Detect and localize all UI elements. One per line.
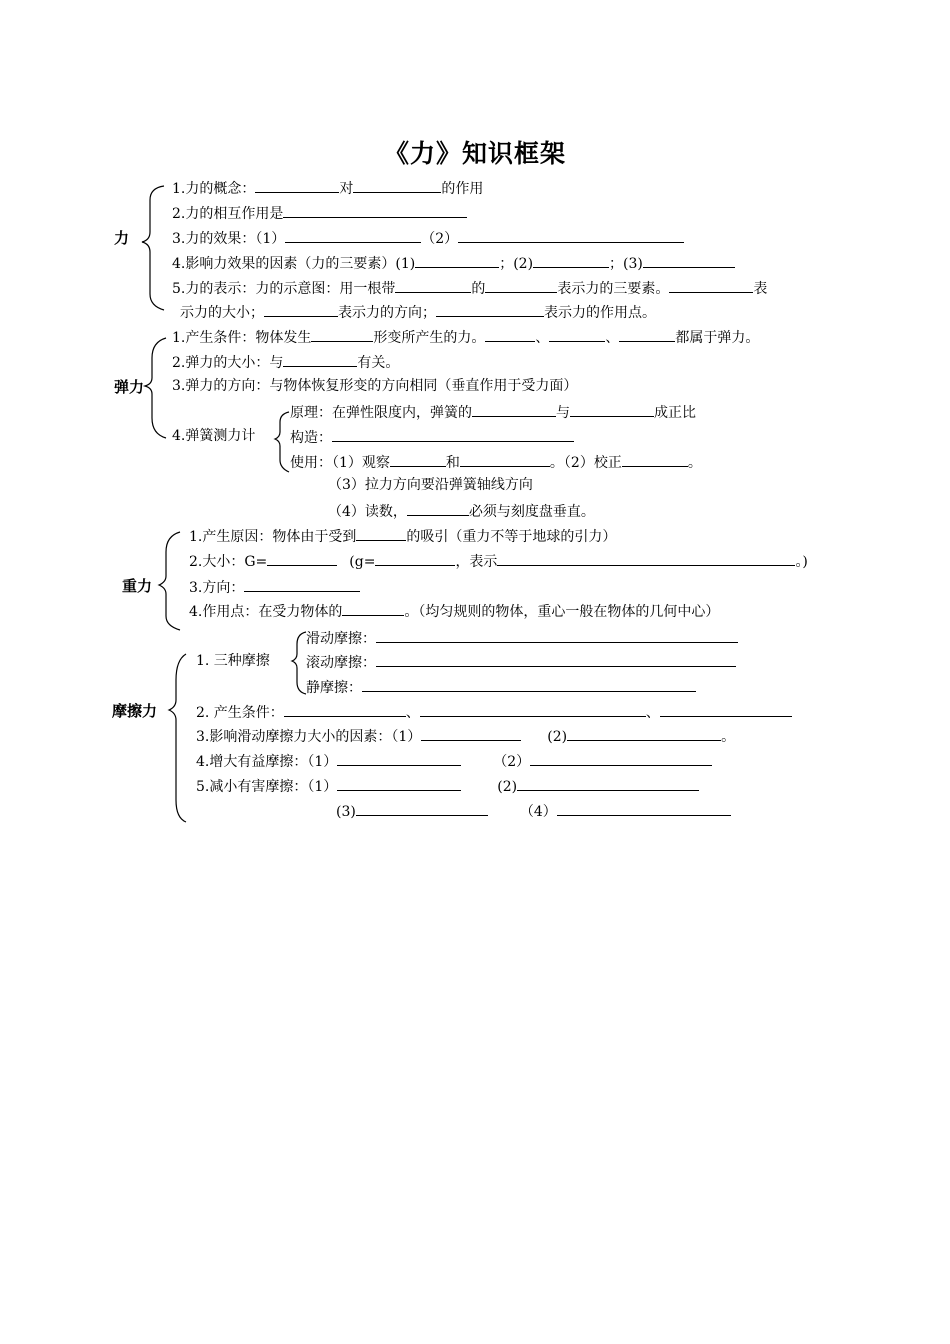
blank[interactable] <box>264 301 338 317</box>
blank[interactable] <box>332 426 574 442</box>
section-label-tanli: 弹力 <box>114 378 145 396</box>
spring-usage-4: （4）读数， 必须与刻度盘垂直。 <box>328 500 595 522</box>
blank[interactable] <box>570 401 654 417</box>
blank[interactable] <box>458 227 684 243</box>
blank[interactable] <box>415 252 499 268</box>
mocali-line-5: 5.减小有害摩擦：（1） (2) <box>196 775 699 797</box>
friction-rolling: 滚动摩擦： <box>306 651 736 673</box>
li-line-4: 4.影响力效果的因素（力的三要素）(1) ；(2) ；(3) <box>172 252 735 274</box>
spring-structure: 构造： <box>290 426 574 448</box>
bracket-tanli <box>145 338 166 438</box>
blank[interactable] <box>567 725 721 741</box>
blank[interactable] <box>337 775 461 791</box>
li-line-5: 5.力的表示：力的示意图：用一根带 的 表示力的三要素。 表 <box>172 277 767 299</box>
blank[interactable] <box>533 252 609 268</box>
blank[interactable] <box>375 550 455 566</box>
blank[interactable] <box>472 401 556 417</box>
blank[interactable] <box>285 227 421 243</box>
blank[interactable] <box>557 800 731 816</box>
blank[interactable] <box>395 277 471 293</box>
spring-usage: 使用：（1）观察 和 。（2）校正 。 <box>290 451 702 473</box>
blank[interactable] <box>244 576 360 592</box>
bracket-zhongli <box>159 532 180 630</box>
page-title: 《力》知识框架 <box>383 139 566 168</box>
blank[interactable] <box>643 252 735 268</box>
tanli-line-4: 4.弹簧测力计 <box>172 428 256 444</box>
blank[interactable] <box>485 326 535 342</box>
blank[interactable] <box>353 177 441 193</box>
blank[interactable] <box>660 701 792 717</box>
blank[interactable] <box>549 326 605 342</box>
zhongli-line-4: 4.作用点：在受力物体的 。（均匀规则的物体，重心一般在物体的几何中心） <box>189 600 719 622</box>
blank[interactable] <box>284 701 406 717</box>
bracket-spring <box>275 412 289 472</box>
blank[interactable] <box>517 775 699 791</box>
blank[interactable] <box>497 550 795 566</box>
section-label-mocali: 摩擦力 <box>112 702 158 720</box>
section-label-zhongli: 重力 <box>122 577 153 595</box>
mocali-line-2: 2. 产生条件： 、 、 <box>196 701 792 723</box>
blank[interactable] <box>669 277 753 293</box>
blank[interactable] <box>376 627 738 643</box>
mocali-line-3: 3.影响滑动摩擦力大小的因素：（1） (2) 。 <box>196 725 735 747</box>
tanli-line-2: 2.弹力的大小：与 有关。 <box>172 351 399 373</box>
blank[interactable] <box>622 451 688 467</box>
section-label-li: 力 <box>114 229 130 247</box>
blank[interactable] <box>390 451 446 467</box>
blank[interactable] <box>460 451 550 467</box>
tanli-line-3: 3.弹力的方向：与物体恢复形变的方向相同（垂直作用于受力面） <box>172 378 578 394</box>
blank[interactable] <box>337 750 461 766</box>
blank[interactable] <box>283 351 357 367</box>
blank[interactable] <box>311 326 373 342</box>
blank[interactable] <box>362 676 696 692</box>
blank[interactable] <box>619 326 675 342</box>
li-line-1: 1.力的概念： 对 的作用 <box>172 177 483 199</box>
blank[interactable] <box>255 177 339 193</box>
bracket-mocali <box>169 654 186 822</box>
blank[interactable] <box>436 301 544 317</box>
blank[interactable] <box>530 750 712 766</box>
blank[interactable] <box>407 500 469 516</box>
blank[interactable] <box>420 701 646 717</box>
blank[interactable] <box>267 550 337 566</box>
blank[interactable] <box>356 800 488 816</box>
mocali-line-6: (3) （4） <box>336 800 731 822</box>
friction-static: 静摩擦： <box>306 676 696 698</box>
blank[interactable] <box>342 600 404 616</box>
spring-usage-3: （3）拉力方向要沿弹簧轴线方向 <box>328 477 533 493</box>
zhongli-line-1: 1.产生原因：物体由于受到 的吸引（重力不等于地球的引力） <box>189 525 616 547</box>
li-line-2: 2.力的相互作用是 <box>172 202 467 224</box>
spring-principle: 原理：在弹性限度内，弹簧的 与 成正比 <box>290 401 696 423</box>
bracket-friction-types <box>292 632 306 694</box>
zhongli-line-3: 3.方向： <box>189 576 360 598</box>
tanli-line-1: 1.产生条件：物体发生 形变所产生的力。 、 、 都属于弹力。 <box>172 326 759 348</box>
friction-sliding: 滑动摩擦： <box>306 627 738 649</box>
zhongli-line-2: 2.大小：G= (g= ，表示 。) <box>189 550 808 572</box>
blank[interactable] <box>283 202 467 218</box>
li-line-3: 3.力的效果：（1） （2） <box>172 227 684 249</box>
blank[interactable] <box>356 525 406 541</box>
li-line-6: 示力的大小； 表示力的方向； 表示力的作用点。 <box>180 301 656 323</box>
blank[interactable] <box>485 277 557 293</box>
mocali-line-1: 1. 三种摩擦 <box>196 653 270 669</box>
mocali-line-4: 4.增大有益摩擦：（1） （2） <box>196 750 712 772</box>
blank[interactable] <box>376 651 736 667</box>
blank[interactable] <box>421 725 521 741</box>
bracket-li <box>142 186 164 310</box>
